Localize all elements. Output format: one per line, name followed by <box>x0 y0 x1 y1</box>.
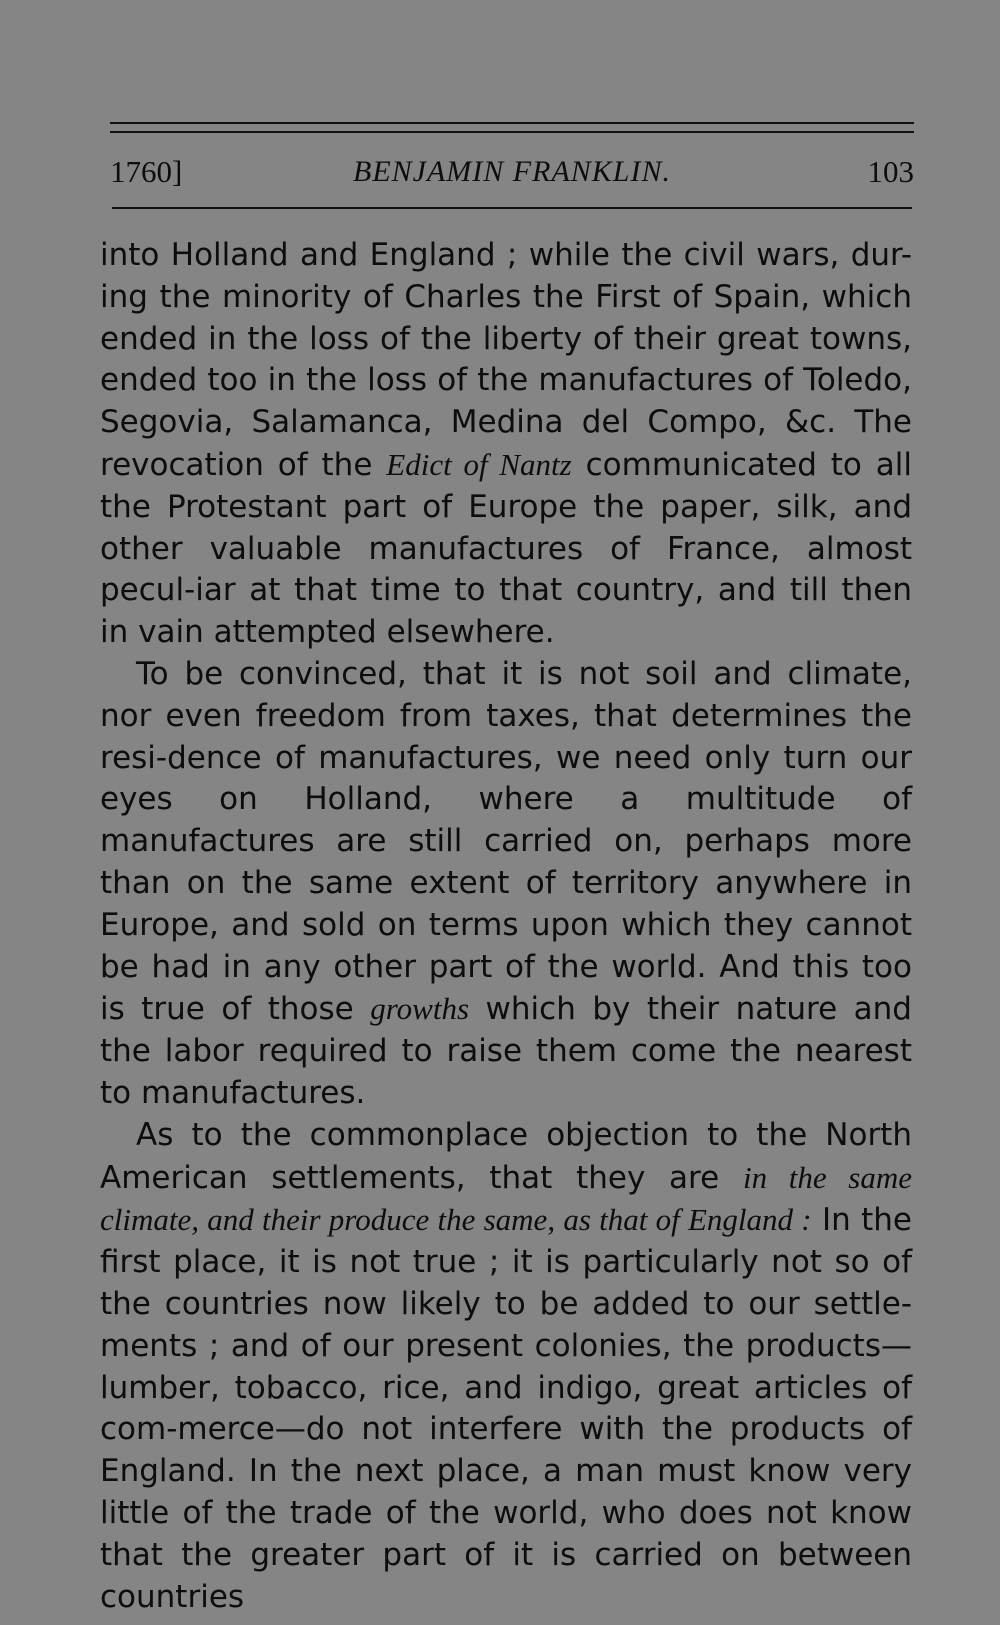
header-year: 1760] <box>110 154 183 189</box>
paragraph-1 <box>100 235 912 654</box>
paragraph-3-text: As to the commonplace objection to the North American settlements, that they are <box>100 1116 912 1196</box>
paragraph-2 <box>100 654 912 1115</box>
header-rule-bottom <box>112 207 912 209</box>
paragraph-1-text: into Holland and England ; while the civil wars, dur-ing the minority of Charles the First of Spain, which ended in the loss of the liberty of their great towns, ended too in the loss of the manufactures of Toledo, Segovia, Salamanca, Medina del Compo, &c. The revocation of the <box>100 237 912 483</box>
header-title: BENJAMIN FRANKLIN. <box>353 155 671 188</box>
header-rule-second <box>110 131 914 133</box>
paragraph-1-italic: Edict of Nantz <box>386 446 572 482</box>
paragraph-3-text-cont: In the first place, it is not true ; it is particularly not so of the countries now likely to be added to our settle-ments ; and of our present colonies, the products— lumber, tobacco, rice, and indigo, great articles of com-merce—do not interfere with the products of England. In the next place, a man must know very little of the trade of the world, who does not know that the greater part of it is carried on between countries <box>100 1202 912 1615</box>
paragraph-3-italic: in the same climate, and their produce the same, as that of England : <box>100 1159 912 1238</box>
paragraph-1-text-cont: communicated to all the Protestant part of Europe the paper, silk, and other valuable manufactures of France, almost pecul-iar at that time to that country, and till then in vain attempted elsewhere. <box>100 446 912 651</box>
header-rule-top <box>110 122 914 124</box>
page-body <box>100 235 912 1618</box>
paragraph-2-text-cont: which by their nature and the labor required to raise them come the nearest to manufactures. <box>100 991 912 1111</box>
paragraph-3 <box>100 1115 912 1619</box>
paragraph-2-text: To be convinced, that it is not soil and climate, nor even freedom from taxes, that determines the resi-dence of manufactures, we need only turn our eyes on Holland, where a multitude of manufactures are still carried on, perhaps more than on the same extent of territory anywhere in Europe, and sold on terms upon which they cannot be had in any other part of the world. And this too is true of those <box>100 655 912 1028</box>
running-header <box>110 150 914 194</box>
page-number: 103 <box>867 154 914 189</box>
paragraph-2-italic: growths <box>370 991 470 1027</box>
